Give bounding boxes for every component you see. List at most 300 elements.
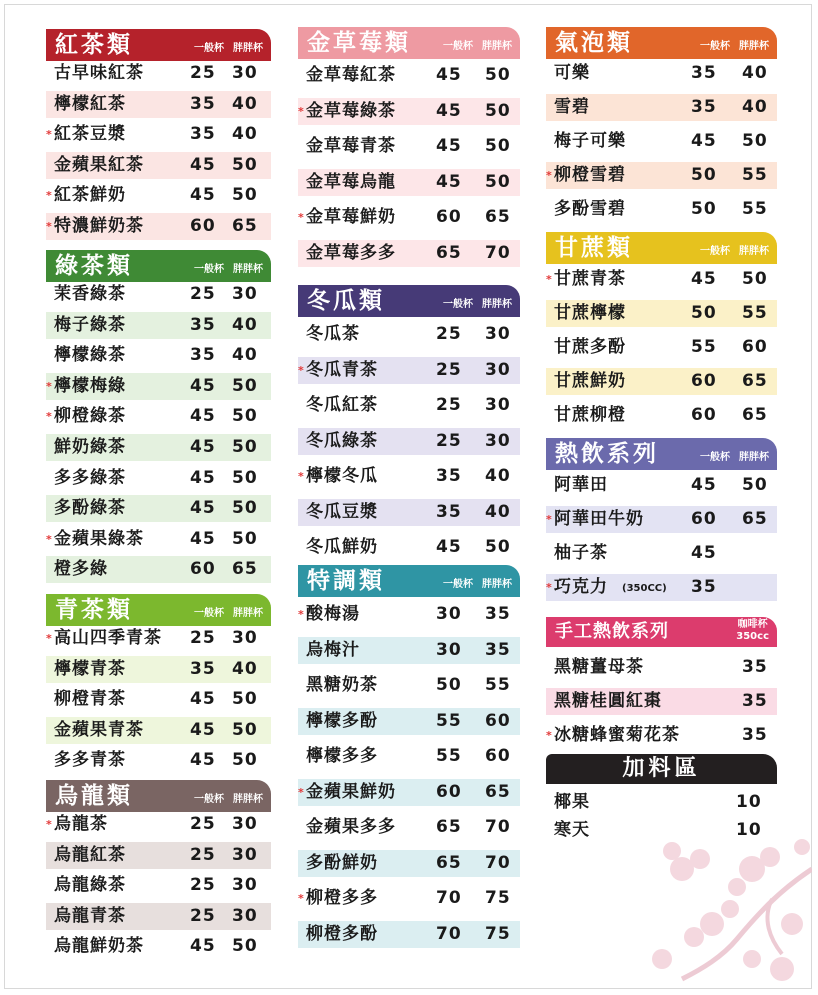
topping-row	[546, 789, 777, 816]
section-header	[46, 780, 271, 812]
recommended-star-icon: *	[46, 632, 53, 645]
menu-item-row	[46, 903, 271, 930]
section-header	[298, 565, 520, 597]
size-labels	[185, 604, 263, 619]
section-title: 手工熱飲系列	[555, 621, 669, 642]
price-large: 50	[232, 936, 258, 957]
size-labels	[434, 37, 512, 52]
item-name: 甘蔗青茶	[554, 269, 626, 289]
price-large: 55	[742, 199, 768, 220]
item-name: 冬瓜青茶	[306, 359, 378, 380]
menu-item-row	[546, 162, 777, 189]
menu-item-row	[46, 747, 271, 774]
price-regular: 35	[691, 97, 717, 118]
price-large: 75	[485, 923, 511, 944]
menu-item-row	[298, 133, 520, 160]
menu-item-row	[298, 672, 520, 699]
menu-item-row	[546, 540, 777, 567]
price-large: 55	[742, 165, 768, 186]
item-name: 烏龍綠茶	[54, 875, 126, 896]
price-large: 40	[232, 345, 258, 366]
price-large: 55	[742, 303, 768, 324]
price-regular: 45	[436, 136, 462, 156]
price-regular: 70	[436, 923, 462, 944]
price-large: 65	[232, 559, 258, 580]
item-name: 柳橙青茶	[54, 689, 126, 710]
section-1-2	[298, 565, 520, 597]
price-regular: 45	[691, 131, 717, 152]
menu-item-row	[298, 463, 520, 490]
coffee-cup-size	[736, 619, 769, 643]
menu-item-row	[546, 574, 777, 601]
price-large: 30	[232, 628, 258, 648]
price-regular: 35	[190, 658, 216, 679]
menu-item-row	[298, 428, 520, 455]
size-regular-label: 一般杯	[443, 299, 473, 310]
item-name: 烏龍鮮奶茶	[54, 936, 144, 957]
size-regular-label: 一般杯	[700, 452, 730, 463]
section-1-0	[298, 27, 520, 59]
price-large: 65	[485, 207, 511, 227]
section-title: 烏龍類	[55, 783, 133, 809]
item-name: 檸檬綠茶	[54, 345, 126, 366]
section-0-3	[46, 780, 271, 812]
cherry-blossom-decoration	[642, 829, 812, 989]
price-large: 65	[742, 509, 768, 530]
item-name: 檸檬紅茶	[54, 93, 126, 114]
menu-item-row	[298, 601, 520, 628]
item-name: 甘蔗檸檬	[554, 303, 626, 324]
recommended-star-icon: *	[298, 470, 305, 483]
item-name: 特濃鮮奶茶	[54, 216, 144, 236]
item-name: 橙多綠	[54, 559, 108, 580]
price-large: 50	[232, 689, 258, 710]
price-regular: 45	[190, 154, 216, 175]
item-name: 紅茶鮮奶	[54, 185, 126, 206]
price-regular: 65	[436, 852, 462, 873]
recommended-star-icon: *	[46, 379, 53, 393]
price-large: 50	[485, 171, 511, 192]
price-regular: 35	[436, 466, 462, 486]
size-sub-label: 350cc	[736, 631, 769, 642]
menu-item-row	[546, 300, 777, 327]
recommended-star-icon: *	[298, 785, 305, 799]
price-large: 40	[232, 314, 258, 335]
menu-item-row	[46, 811, 271, 838]
item-name: 紅茶豆漿	[54, 124, 126, 145]
size-large-label: 胖胖杯	[482, 41, 512, 52]
price-regular: 35	[742, 725, 768, 745]
price-regular: 25	[436, 359, 462, 380]
item-name: 金草莓鮮奶	[306, 207, 396, 227]
item-name: 檸檬多酚	[306, 710, 378, 731]
size-labels	[691, 242, 769, 257]
menu-item-row	[298, 743, 520, 770]
price-large: 30	[485, 395, 511, 415]
size-labels	[691, 448, 769, 463]
menu-item-row	[46, 842, 271, 869]
menu-item-row	[546, 60, 777, 87]
item-name: 金草莓紅茶	[306, 65, 396, 85]
recommended-star-icon: *	[546, 513, 553, 527]
menu-item-row	[546, 94, 777, 121]
item-name: 檸檬多多	[306, 746, 378, 766]
item-name: 黑糖桂圓紅棗	[554, 691, 662, 711]
menu-item-row	[546, 688, 777, 715]
price-regular: 25	[190, 63, 216, 83]
section-title: 青茶類	[55, 597, 133, 623]
price-large: 50	[232, 375, 258, 396]
size-large-label: 胖胖杯	[739, 452, 769, 463]
menu-item-row	[298, 534, 520, 561]
price-regular: 45	[190, 528, 216, 549]
section-0-1	[46, 250, 271, 282]
recommended-star-icon: *	[546, 729, 553, 742]
recommended-star-icon: *	[46, 220, 53, 233]
recommended-star-icon: *	[46, 189, 53, 203]
item-name: 柚子茶	[554, 543, 608, 564]
price-large: 50	[232, 750, 258, 771]
size-regular-label: 一般杯	[194, 264, 224, 275]
menu-item-row	[46, 434, 271, 461]
menu-item-row	[298, 814, 520, 841]
price-large: 60	[485, 710, 511, 731]
price-large: 65	[232, 216, 258, 236]
size-labels	[185, 790, 263, 805]
price-regular: 65	[436, 242, 462, 263]
item-name: 金蘋果青茶	[54, 719, 144, 740]
price-regular: 45	[691, 269, 717, 289]
menu-item-row	[298, 637, 520, 664]
menu-item-row	[298, 921, 520, 948]
price-large: 65	[742, 405, 768, 426]
price-regular: 45	[691, 543, 717, 564]
menu-item-row	[46, 933, 271, 960]
section-header	[298, 27, 520, 59]
recommended-star-icon: *	[298, 104, 305, 118]
price-regular: 45	[436, 100, 462, 121]
price-large: 30	[485, 430, 511, 451]
size-large-label: 胖胖杯	[233, 264, 263, 275]
price-regular: 50	[691, 165, 717, 186]
recommended-star-icon: *	[46, 532, 53, 546]
price-regular: 35	[742, 657, 768, 677]
menu-item-row	[298, 885, 520, 912]
item-name: 冬瓜茶	[306, 324, 360, 344]
menu-item-row	[298, 850, 520, 877]
size-regular-label: 一般杯	[443, 41, 473, 52]
item-name: 烏龍茶	[54, 814, 108, 834]
price-regular: 35	[742, 691, 768, 711]
section-header	[46, 29, 271, 61]
menu-item-row	[46, 872, 271, 899]
item-name: 多酚鮮奶	[306, 852, 378, 873]
price-regular: 45	[190, 936, 216, 957]
menu-item-row	[46, 60, 271, 87]
size-regular-label: 一般杯	[700, 246, 730, 257]
menu-item-row	[46, 91, 271, 118]
item-name: 巧克力	[554, 577, 608, 598]
price-regular: 55	[691, 337, 717, 358]
price-large: 70	[485, 852, 511, 873]
size-label: 咖啡杯	[737, 619, 768, 630]
menu-item-row	[546, 196, 777, 223]
size-regular-label: 一般杯	[443, 579, 473, 590]
item-name: 金蘋果紅茶	[54, 154, 144, 175]
menu-item-row	[46, 495, 271, 522]
menu-item-row	[46, 625, 271, 652]
price-regular: 45	[190, 406, 216, 427]
menu-item-row	[298, 62, 520, 89]
price-regular: 25	[190, 814, 216, 834]
item-name: 多酚雪碧	[554, 199, 626, 220]
item-name: 冰糖蜂蜜菊花茶	[554, 725, 680, 745]
recommended-star-icon: *	[46, 128, 53, 142]
menu-item-row	[46, 213, 271, 240]
price-large: 50	[485, 65, 511, 85]
section-1-1	[298, 285, 520, 317]
price-large: 30	[485, 359, 511, 380]
price-regular: 70	[436, 888, 462, 908]
item-name: 檸檬梅綠	[54, 375, 126, 396]
size-large-label: 胖胖杯	[233, 43, 263, 54]
price-regular: 45	[190, 719, 216, 740]
item-name: 多酚綠茶	[54, 498, 126, 519]
price-large: 50	[485, 136, 511, 156]
item-name: 阿華田	[554, 475, 608, 495]
section-2-0	[546, 27, 777, 59]
price-large: 50	[232, 528, 258, 549]
price-regular: 45	[190, 467, 216, 488]
menu-item-row	[46, 717, 271, 744]
price-regular: 45	[190, 689, 216, 710]
item-name: 冬瓜紅茶	[306, 395, 378, 415]
section-header	[546, 232, 777, 264]
recommended-star-icon: *	[298, 363, 305, 377]
price-large: 65	[742, 371, 768, 392]
price-large: 35	[485, 639, 511, 660]
price-regular: 60	[691, 509, 717, 530]
price-regular: 60	[190, 216, 216, 236]
recommended-star-icon: *	[546, 581, 553, 595]
handmade-hot-drinks-header	[546, 617, 777, 647]
section-0-2	[46, 594, 271, 626]
price-regular: 25	[190, 628, 216, 648]
size-labels	[185, 260, 263, 275]
menu-item-row	[546, 506, 777, 533]
price-large: 50	[232, 406, 258, 427]
menu-item-row	[46, 342, 271, 369]
item-name: 檸檬青茶	[54, 658, 126, 679]
price-large: 40	[742, 63, 768, 83]
menu-item-row	[298, 98, 520, 125]
item-name: 甘蔗柳橙	[554, 405, 626, 426]
item-name: 甘蔗多酚	[554, 337, 626, 358]
item-name: 甘蔗鮮奶	[554, 371, 626, 392]
section-title: 金草莓類	[307, 30, 411, 56]
item-name: 鮮奶綠茶	[54, 437, 126, 457]
menu-item-row	[46, 152, 271, 179]
price-regular: 35	[691, 577, 717, 598]
price-large: 30	[232, 284, 258, 304]
menu-item-row	[298, 357, 520, 384]
section-2-2	[546, 438, 777, 470]
item-name: 金蘋果鮮奶	[306, 781, 396, 802]
item-name: 烏梅汁	[306, 639, 360, 660]
price-regular: 25	[436, 324, 462, 344]
price-regular: 35	[190, 314, 216, 335]
price-large: 30	[485, 324, 511, 344]
size-labels	[691, 37, 769, 52]
menu-item-row	[46, 403, 271, 430]
menu-item-row	[546, 266, 777, 293]
price-large: 65	[485, 781, 511, 802]
price-regular: 55	[436, 746, 462, 766]
recommended-star-icon: *	[546, 169, 553, 183]
item-name: 酸梅湯	[306, 604, 360, 624]
menu-item-row	[298, 240, 520, 267]
price-large: 75	[485, 888, 511, 908]
price-large: 30	[232, 905, 258, 926]
price-regular: 45	[190, 185, 216, 206]
toppings-header: 加料區	[546, 754, 777, 784]
section-title: 綠茶類	[55, 253, 133, 279]
price-large: 50	[232, 467, 258, 488]
item-name: 柳橙多多	[306, 888, 378, 908]
price-regular: 55	[436, 710, 462, 731]
price-regular: 35	[190, 124, 216, 145]
price-regular: 45	[436, 171, 462, 192]
price-large: 50	[232, 185, 258, 206]
price-regular: 35	[190, 93, 216, 114]
menu-item-row	[546, 334, 777, 361]
section-0-0	[46, 29, 271, 61]
price-large: 50	[232, 437, 258, 457]
price-regular: 35	[691, 63, 717, 83]
menu-item-row	[46, 656, 271, 683]
menu-item-row	[546, 654, 777, 681]
item-name: 柳橙雪碧	[554, 165, 626, 186]
section-header	[46, 594, 271, 626]
menu-item-row	[46, 556, 271, 583]
price-large: 30	[232, 63, 258, 83]
recommended-star-icon: *	[298, 892, 305, 905]
price-regular: 45	[190, 750, 216, 771]
topping-price: 10	[736, 820, 762, 840]
item-name: 高山四季青茶	[54, 628, 162, 648]
size-regular-label: 一般杯	[700, 41, 730, 52]
price-regular: 45	[190, 375, 216, 396]
recommended-star-icon: *	[46, 818, 53, 831]
section-title: 甘蔗類	[555, 235, 633, 261]
price-regular: 60	[190, 559, 216, 580]
item-name: 金草莓多多	[306, 242, 396, 263]
item-name: 烏龍青茶	[54, 905, 126, 926]
price-large: 40	[485, 501, 511, 522]
price-regular: 65	[436, 817, 462, 837]
price-regular: 50	[691, 199, 717, 220]
price-regular: 45	[436, 537, 462, 557]
price-large: 70	[485, 242, 511, 263]
menu-item-row	[546, 472, 777, 499]
item-name: 金蘋果綠茶	[54, 528, 144, 549]
price-large: 30	[232, 844, 258, 865]
size-large-label: 胖胖杯	[482, 299, 512, 310]
item-name: 梅子可樂	[554, 131, 626, 152]
section-title: 特調類	[307, 568, 385, 594]
price-large: 50	[232, 154, 258, 175]
menu-item-row	[298, 321, 520, 348]
menu-item-row	[546, 402, 777, 429]
menu-item-row	[298, 499, 520, 526]
menu-item-row	[546, 722, 777, 749]
item-name: 金蘋果多多	[306, 817, 396, 837]
section-header	[546, 438, 777, 470]
item-name-suffix: (350CC)	[622, 583, 667, 595]
price-large: 55	[485, 675, 511, 695]
menu-item-row	[298, 708, 520, 735]
price-regular: 45	[691, 475, 717, 495]
price-regular: 25	[436, 395, 462, 415]
item-name: 柳橙綠茶	[54, 406, 126, 427]
menu-item-row	[546, 368, 777, 395]
price-large: 50	[485, 100, 511, 121]
size-large-label: 胖胖杯	[739, 41, 769, 52]
price-regular: 35	[190, 345, 216, 366]
size-large-label: 胖胖杯	[482, 579, 512, 590]
price-regular: 25	[190, 284, 216, 304]
item-name: 可樂	[554, 63, 590, 83]
item-name: 多多綠茶	[54, 467, 126, 488]
price-large: 50	[742, 269, 768, 289]
price-regular: 25	[190, 844, 216, 865]
item-name: 烏龍紅茶	[54, 844, 126, 865]
section-title: 熱飲系列	[555, 441, 659, 467]
size-regular-label: 一般杯	[194, 608, 224, 619]
size-large-label: 胖胖杯	[233, 608, 263, 619]
section-2-1	[546, 232, 777, 264]
item-name: 柳橙多酚	[306, 923, 378, 944]
price-regular: 25	[190, 875, 216, 896]
size-large-label: 胖胖杯	[233, 794, 263, 805]
section-title: 紅茶類	[55, 32, 133, 58]
section-header	[546, 27, 777, 59]
item-name: 檸檬冬瓜	[306, 466, 378, 486]
menu-item-row	[546, 128, 777, 155]
price-large: 30	[232, 875, 258, 896]
price-regular: 60	[436, 781, 462, 802]
size-regular-label: 一般杯	[194, 43, 224, 54]
section-title: 氣泡類	[555, 30, 633, 56]
price-regular: 30	[436, 604, 462, 624]
price-large: 40	[485, 466, 511, 486]
price-large: 60	[742, 337, 768, 358]
item-name: 金草莓綠茶	[306, 100, 396, 121]
recommended-star-icon: *	[298, 211, 305, 224]
price-large: 40	[742, 97, 768, 118]
topping-name: 寒天	[554, 820, 590, 840]
price-regular: 60	[691, 371, 717, 392]
item-name: 阿華田牛奶	[554, 509, 644, 530]
price-regular: 50	[436, 675, 462, 695]
price-regular: 25	[436, 430, 462, 451]
menu-item-row	[46, 686, 271, 713]
price-regular: 35	[436, 501, 462, 522]
item-name: 冬瓜鮮奶	[306, 537, 378, 557]
item-name: 冬瓜綠茶	[306, 430, 378, 451]
menu-item-row	[298, 204, 520, 231]
menu-item-row	[46, 121, 271, 148]
